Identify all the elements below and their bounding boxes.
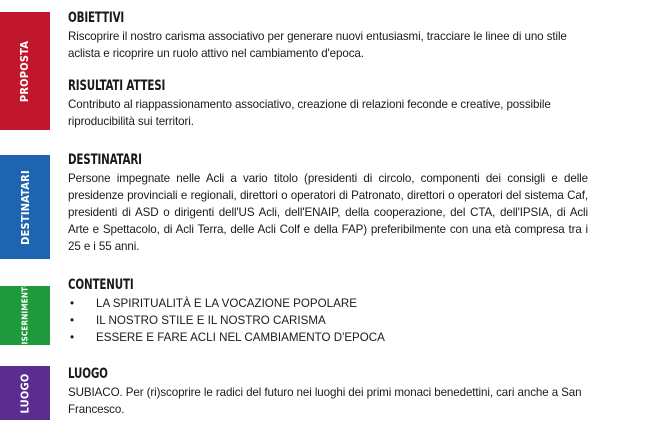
section-risultati-text: Contributo al riappassionamento associativo, creazione di relazioni feconde e creative, possibile riproducibilità sui territori.	[68, 98, 551, 128]
section-contenuti	[68, 277, 588, 346]
tab-proposta	[0, 12, 50, 130]
list-item-text: IL NOSTRO STILE E IL NOSTRO CARISMA	[96, 314, 326, 327]
tab-luogo-label: LUOGO	[18, 373, 32, 413]
bullet-icon: •	[70, 314, 75, 327]
list-item-text: ESSERE E FARE ACLI NEL CAMBIAMENTO D'EPOCA	[96, 331, 385, 344]
tab-discernimento-label: DISCERNIMENTO	[20, 280, 30, 351]
tab-destinatari	[0, 155, 50, 259]
section-destinatari-title: DESTINATARI	[68, 152, 142, 168]
bullet-icon: •	[70, 297, 75, 310]
section-luogo	[68, 366, 588, 418]
section-contenuti-title: CONTENUTI	[68, 277, 134, 293]
list-item	[68, 312, 588, 329]
list-item	[68, 295, 588, 312]
section-risultati-title: RISULTATI ATTESI	[68, 78, 166, 94]
tab-destinatari-label: DESTINATARI	[18, 169, 32, 245]
section-destinatari-text: Persone impegnate nelle Acli a vario titolo (presidenti di circolo, componenti dei consigli e delle presidenze provinciali e regionali, direttori o operatori di Patronato, direttori o operatori del sistema Caf, presidenti di ASD o dirigenti dell'US Acli, dell'ENAIP, della cooperazione, del CTA, dell'IPSIA, di Acli Arte e Spettacolo, di Acli Terra, delle Acli Colf e della FAP) preferibilmente con una età compresa tra i 25 e i 55 anni.	[68, 172, 588, 253]
section-obiettivi	[68, 10, 588, 62]
section-obiettivi-text: Riscoprire il nostro carisma associativo per generare nuovi entusiasmi, tracciare le linee di uno stile aclista e ricoprire un ruolo attivo nel cambiamento d'epoca.	[68, 30, 567, 60]
section-luogo-title: LUOGO	[68, 366, 108, 382]
bullet-icon: •	[70, 331, 75, 344]
list-item	[68, 329, 588, 346]
section-destinatari	[68, 152, 588, 255]
tab-discernimento	[0, 280, 50, 351]
section-obiettivi-title: OBIETTIVI	[68, 10, 125, 26]
section-luogo-text: SUBIACO. Per (ri)scoprire le radici del futuro nei luoghi dei primi monaci benedettini, cari anche a San Francesco.	[68, 386, 582, 416]
tab-luogo	[0, 366, 50, 420]
contenuti-list	[68, 295, 588, 346]
tab-proposta-label: PROPOSTA	[18, 40, 32, 102]
section-risultati-attesi	[68, 78, 588, 130]
list-item-text: LA SPIRITUALITÀ E LA VOCAZIONE POPOLARE	[96, 297, 357, 310]
